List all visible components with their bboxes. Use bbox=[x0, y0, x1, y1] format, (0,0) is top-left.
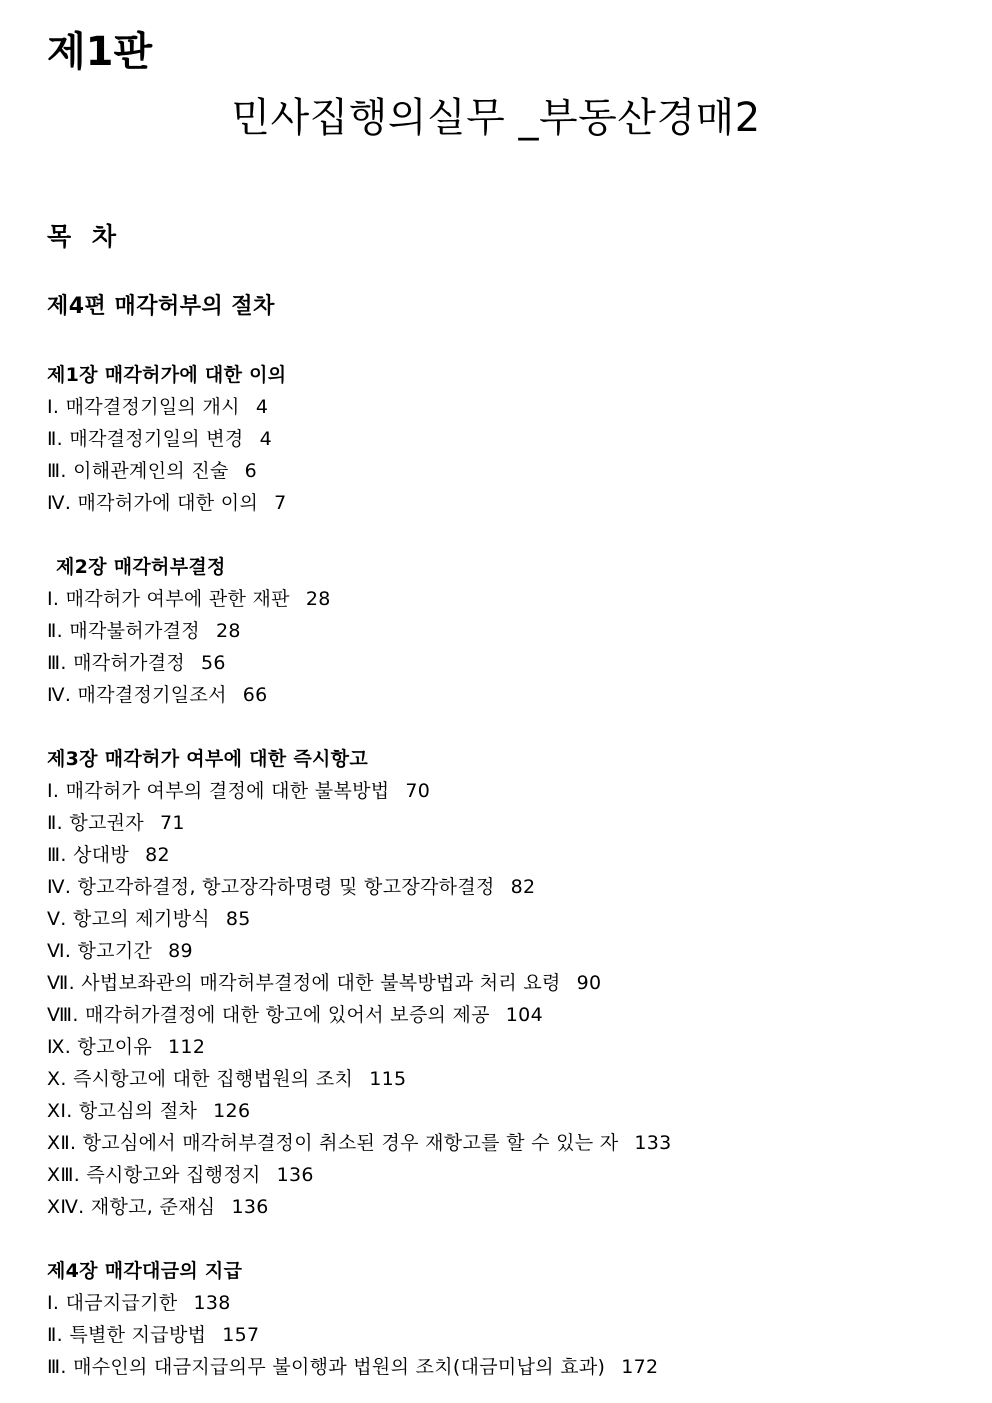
entry-page: 4 bbox=[255, 396, 269, 418]
entry-title: 상대방 bbox=[73, 844, 130, 866]
toc-entry bbox=[47, 679, 947, 711]
entry-number: Ⅳ. bbox=[47, 684, 72, 706]
entry-page: 104 bbox=[505, 1004, 543, 1026]
chapter-title: 제4장 매각대금의 지급 bbox=[47, 1260, 243, 1282]
entry-title: 항고각하결정, 항고장각하명령 및 항고장각하결정 bbox=[77, 876, 495, 898]
entry-title: 특별한 지급방법 bbox=[69, 1324, 207, 1346]
toc-entry bbox=[47, 1191, 947, 1223]
chapter-3-section bbox=[47, 743, 947, 1223]
entry-title: 항고심의 절차 bbox=[78, 1100, 198, 1122]
entry-number: Ⅳ. bbox=[47, 876, 72, 898]
entry-number: Ⅵ. bbox=[47, 940, 72, 962]
toc-entry bbox=[47, 1319, 947, 1351]
chapter-title: 제2장 매각허부결정 bbox=[56, 556, 226, 578]
entry-title: 항고심에서 매각허부결정이 취소된 경우 재항고를 할 수 있는 자 bbox=[82, 1132, 619, 1154]
entry-page: 28 bbox=[305, 588, 331, 610]
toc-entry bbox=[47, 775, 947, 807]
entry-page: 85 bbox=[225, 908, 251, 930]
entry-number: Ⅰ. bbox=[47, 780, 60, 802]
entry-page: 90 bbox=[576, 972, 602, 994]
entry-page: 115 bbox=[369, 1068, 407, 1090]
toc-entry bbox=[47, 839, 947, 871]
entry-page: 136 bbox=[276, 1164, 314, 1186]
entry-number: ⅩⅢ. bbox=[47, 1164, 81, 1186]
toc-entry bbox=[47, 1159, 947, 1191]
toc-entry bbox=[47, 583, 947, 615]
toc-entry bbox=[47, 999, 947, 1031]
toc-entry bbox=[47, 423, 947, 455]
entry-page: 70 bbox=[405, 780, 431, 802]
entry-title: 즉시항고에 대한 집행법원의 조치 bbox=[73, 1068, 354, 1090]
chapter-1-section bbox=[47, 359, 947, 519]
entry-number: X. bbox=[47, 1068, 67, 1090]
chapter-2-section bbox=[47, 551, 947, 711]
entry-title: 항고기간 bbox=[77, 940, 153, 962]
entry-number: ⅩⅣ. bbox=[47, 1196, 85, 1218]
entry-number: Ⅱ. bbox=[47, 1324, 63, 1346]
entry-title: 매각불허가결정 bbox=[69, 620, 200, 642]
entry-title: 이해관계인의 진술 bbox=[73, 460, 229, 482]
entry-page: 138 bbox=[193, 1292, 231, 1314]
entry-title: 항고권자 bbox=[69, 812, 144, 834]
toc-entry bbox=[47, 1287, 947, 1319]
entry-title: 매각결정기일조서 bbox=[77, 684, 227, 706]
toc-entry bbox=[47, 807, 947, 839]
entry-number: Ⅲ. bbox=[47, 844, 67, 866]
entry-page: 136 bbox=[231, 1196, 269, 1218]
entry-number: ⅩⅡ. bbox=[47, 1132, 77, 1154]
entry-page: 6 bbox=[244, 460, 258, 482]
entry-title: 매각허가에 대한 이의 bbox=[77, 492, 259, 514]
entry-page: 4 bbox=[259, 428, 272, 450]
entry-page: 28 bbox=[215, 620, 241, 642]
entry-title: 매각허가 여부에 관한 재판 bbox=[65, 588, 290, 610]
toc-entry bbox=[47, 1095, 947, 1127]
entry-page: 71 bbox=[159, 812, 185, 834]
entry-page: 66 bbox=[242, 684, 268, 706]
entry-number: Ⅰ. bbox=[47, 1292, 60, 1314]
entry-title: 매각허가 여부의 결정에 대한 불복방법 bbox=[65, 780, 390, 802]
entry-title: 매각허가결정 bbox=[73, 652, 186, 674]
entry-page: 157 bbox=[222, 1324, 260, 1346]
toc-entry bbox=[47, 391, 947, 423]
toc-entry bbox=[47, 903, 947, 935]
entry-page: 112 bbox=[168, 1036, 206, 1058]
document-title: 민사집행의실무 _부동산경매2 bbox=[231, 95, 761, 141]
entry-page: 56 bbox=[201, 652, 226, 674]
entry-number: Ⅷ. bbox=[47, 1004, 79, 1026]
toc-entry bbox=[47, 647, 947, 679]
toc-heading: 목 차 bbox=[47, 222, 123, 251]
chapter-title: 제3장 매각허가 여부에 대한 즉시항고 bbox=[47, 748, 368, 770]
toc-entry bbox=[47, 1127, 947, 1159]
entry-title: 매각결정기일의 변경 bbox=[69, 428, 244, 450]
entry-title: 매각허가결정에 대한 항고에 있어서 보증의 제공 bbox=[85, 1004, 490, 1026]
toc-entry bbox=[47, 967, 947, 999]
entry-number: XI. bbox=[47, 1100, 73, 1122]
entry-number: Ⅲ. bbox=[47, 652, 67, 674]
toc-entry bbox=[47, 487, 947, 519]
entry-title: 사법보좌관의 매각허부결정에 대한 불복방법과 처리 요령 bbox=[81, 972, 561, 994]
entry-number: Ⅱ. bbox=[47, 812, 63, 834]
entry-number: Ⅸ. bbox=[47, 1036, 72, 1058]
toc-entry bbox=[47, 871, 947, 903]
toc-entry bbox=[47, 1063, 947, 1095]
toc-entry bbox=[47, 1351, 947, 1383]
entry-title: 항고이유 bbox=[77, 1036, 153, 1058]
entry-page: 82 bbox=[145, 844, 170, 866]
entry-number: Ⅲ. bbox=[47, 1356, 67, 1378]
toc-entry bbox=[47, 455, 947, 487]
entry-page: 7 bbox=[274, 492, 287, 514]
entry-number: Ⅱ. bbox=[47, 428, 63, 450]
entry-number: Ⅲ. bbox=[47, 460, 67, 482]
chapter-title: 제1장 매각허가에 대한 이의 bbox=[47, 364, 287, 386]
part-title: 제4편 매각허부의 절차 bbox=[47, 294, 275, 319]
entry-page: 82 bbox=[510, 876, 536, 898]
entry-page: 133 bbox=[634, 1132, 672, 1154]
toc-entry bbox=[47, 935, 947, 967]
chapter-4-section bbox=[47, 1255, 947, 1383]
toc-entry bbox=[47, 1031, 947, 1063]
entry-title: 매각결정기일의 개시 bbox=[65, 396, 240, 418]
edition-label: 제1판 bbox=[47, 29, 153, 75]
entry-title: 항고의 제기방식 bbox=[72, 908, 210, 930]
entry-title: 즉시항고와 집행정지 bbox=[86, 1164, 261, 1186]
entry-page: 126 bbox=[213, 1100, 251, 1122]
entry-page: 89 bbox=[168, 940, 193, 962]
entry-number: Ⅰ. bbox=[47, 396, 60, 418]
entry-title: 매수인의 대금지급의무 불이행과 법원의 조치(대금미납의 효과) bbox=[73, 1356, 606, 1378]
entry-number: Ⅰ. bbox=[47, 588, 60, 610]
entry-page: 172 bbox=[621, 1356, 659, 1378]
entry-number: Ⅳ. bbox=[47, 492, 72, 514]
entry-title: 대금지급기한 bbox=[65, 1292, 178, 1314]
entry-number: Ⅶ. bbox=[47, 972, 75, 994]
entry-number: Ⅱ. bbox=[47, 620, 63, 642]
entry-title: 재항고, 준재심 bbox=[90, 1196, 216, 1218]
entry-number: Ⅴ. bbox=[47, 908, 67, 930]
toc-entry bbox=[47, 615, 947, 647]
